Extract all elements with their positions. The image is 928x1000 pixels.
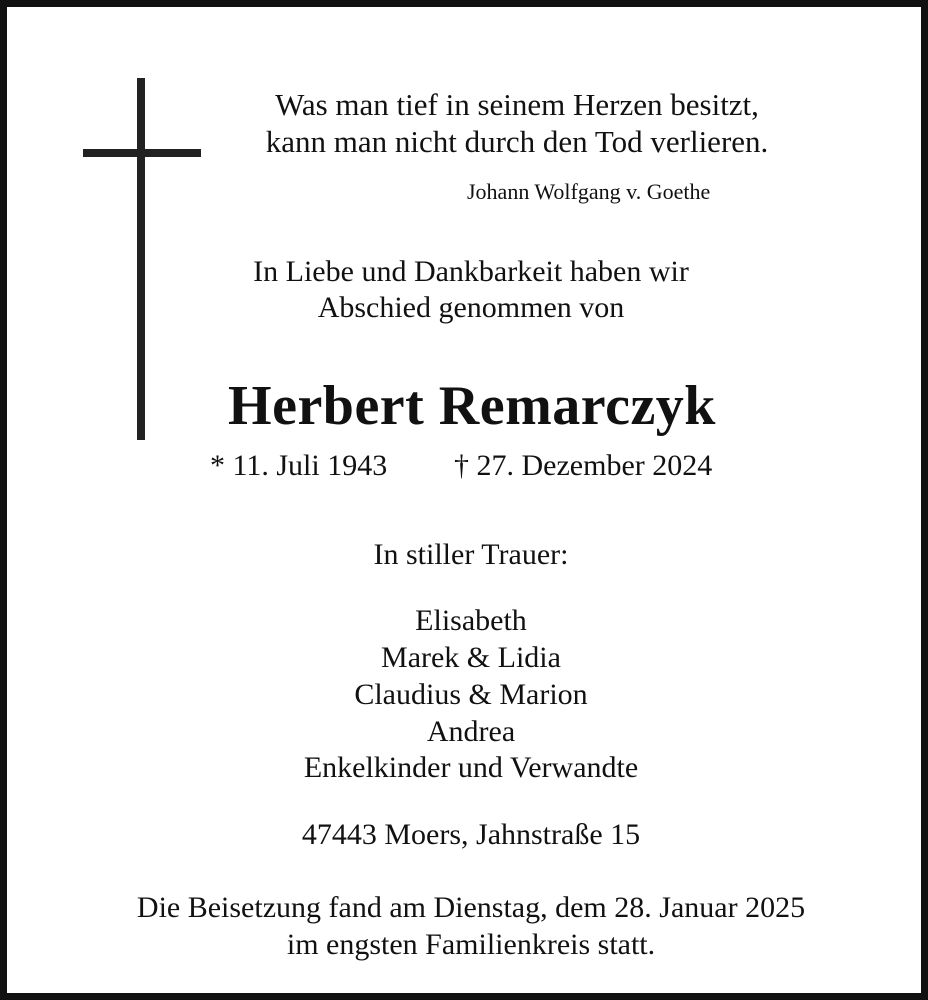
mourning-title: In stiller Trauer: xyxy=(373,538,569,571)
cross-horizontal-beam xyxy=(83,149,201,157)
quote-line-2: kann man nicht durch den Tod verlieren. xyxy=(265,124,769,159)
mourner-name: Marek & Lidia xyxy=(381,641,561,674)
mourner-name: Enkelkinder und Verwandte xyxy=(303,751,639,784)
birth-date: * 11. Juli 1943 xyxy=(210,449,388,482)
funeral-line-2: im engsten Familienkreis statt. xyxy=(286,928,656,961)
intro-line-1: In Liebe und Dankbarkeit haben wir xyxy=(253,255,689,288)
deceased-name: Herbert Remarczyk xyxy=(228,375,716,437)
mourner-name: Claudius & Marion xyxy=(354,678,588,711)
funeral-line-1: Die Beisetzung fand am Dienstag, dem 28. Januar 2025 xyxy=(136,891,806,924)
family-address: 47443 Moers, Jahnstraße 15 xyxy=(301,818,641,851)
quote-author: Johann Wolfgang v. Goethe xyxy=(467,179,711,204)
quote-line-1: Was man tief in seinem Herzen besitzt, xyxy=(275,87,759,122)
cross-vertical-beam xyxy=(137,78,145,440)
mourner-name: Andrea xyxy=(426,715,516,748)
death-date: † 27. Dezember 2024 xyxy=(454,449,713,482)
intro-line-2: Abschied genommen von xyxy=(317,291,625,324)
mourner-name: Elisabeth xyxy=(415,604,527,637)
